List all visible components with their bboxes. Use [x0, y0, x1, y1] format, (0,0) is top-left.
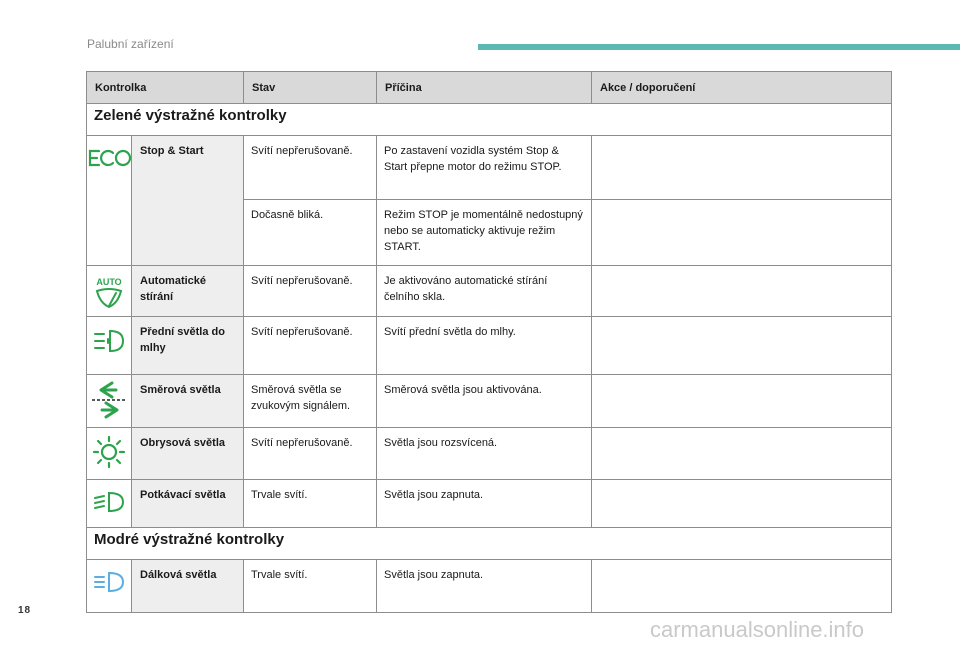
front-fog-light-icon [92, 327, 126, 355]
turn-signal-icon [90, 379, 128, 421]
icon-cell [87, 480, 132, 528]
group-title-green: Zelené výstražné kontrolky [87, 104, 892, 136]
icon-cell [87, 266, 132, 317]
light-cause: Světla jsou zapnuta. [377, 560, 592, 613]
light-name: Přední světla do mlhy [132, 317, 244, 375]
light-action [592, 136, 892, 200]
light-action [592, 266, 892, 317]
auto-wiper-icon [91, 276, 127, 310]
page-number: 18 [18, 605, 32, 616]
table-row [87, 317, 892, 375]
light-cause: Po zastavení vozidla systém Stop & Start přepne motor do režimu STOP. [377, 136, 592, 200]
icon-cell [87, 428, 132, 480]
light-state: Trvale svítí. [244, 560, 377, 613]
group-title-blue: Modré výstražné kontrolky [87, 528, 892, 560]
light-state: Trvale svítí. [244, 480, 377, 528]
group-row-blue [87, 528, 892, 560]
light-name: Automatické stírání [132, 266, 244, 317]
icon-cell [87, 560, 132, 613]
high-beam-icon [92, 570, 126, 594]
eco-icon [87, 146, 131, 170]
table-row [87, 428, 892, 480]
light-state: Směrová světla se zvukovým signálem. [244, 375, 377, 428]
light-cause: Světla jsou zapnuta. [377, 480, 592, 528]
light-name: Dálková světla [132, 560, 244, 613]
warning-lights-table [86, 71, 892, 613]
table-row [87, 375, 892, 428]
table-row [87, 480, 892, 528]
group-row-green [87, 104, 892, 136]
light-state: Svítí nepřerušovaně. [244, 317, 377, 375]
light-action [592, 200, 892, 266]
light-name: Potkávací světla [132, 480, 244, 528]
light-cause: Režim STOP je momentálně nedostupný nebo se automaticky aktivuje režim START. [377, 200, 592, 266]
header-state: Stav [244, 72, 377, 104]
light-name: Stop & Start [132, 136, 244, 266]
light-state: Dočasně bliká. [244, 200, 377, 266]
light-action [592, 560, 892, 613]
icon-cell [87, 375, 132, 428]
table-row [87, 266, 892, 317]
header-accent-bar [478, 44, 960, 50]
header-action: Akce / doporučení [592, 72, 892, 104]
light-state: Svítí nepřerušovaně. [244, 428, 377, 480]
light-state: Svítí nepřerušovaně. [244, 266, 377, 317]
light-name: Směrová světla [132, 375, 244, 428]
light-cause: Světla jsou rozsvícená. [377, 428, 592, 480]
table-row [87, 136, 892, 200]
table-row [87, 560, 892, 613]
sidelights-icon [89, 435, 129, 469]
light-action [592, 375, 892, 428]
low-beam-icon [92, 490, 126, 514]
light-cause: Je aktivováno automatické stírání čelního skla. [377, 266, 592, 317]
light-action [592, 317, 892, 375]
icon-cell [87, 136, 132, 266]
light-state: Svítí nepřerušovaně. [244, 136, 377, 200]
watermark: carmanualsonline.info [650, 617, 865, 642]
auto-wiper-label: AUTO [96, 277, 122, 287]
table-header-row [87, 72, 892, 104]
light-cause: Směrová světla jsou aktivována. [377, 375, 592, 428]
light-action [592, 428, 892, 480]
icon-cell [87, 317, 132, 375]
light-action [592, 480, 892, 528]
header-cause: Příčina [377, 72, 592, 104]
light-cause: Svítí přední světla do mlhy. [377, 317, 592, 375]
light-name: Obrysová světla [132, 428, 244, 480]
header-warning-light: Kontrolka [87, 72, 244, 104]
section-title: Palubní zařízení [87, 37, 174, 51]
